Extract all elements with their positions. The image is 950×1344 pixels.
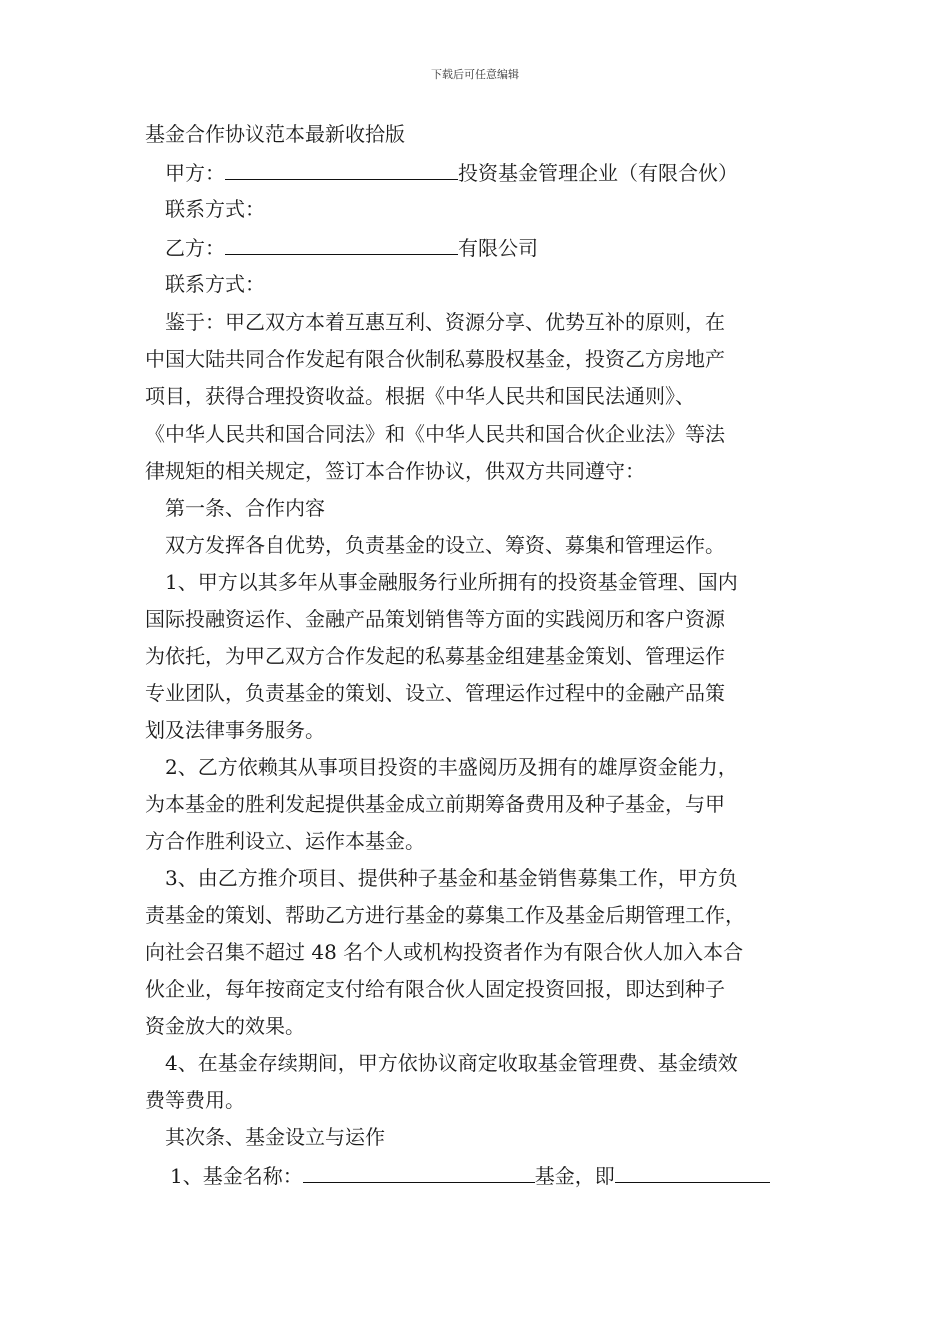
item1-line: 专业团队，负责基金的策划、设立、管理运作过程中的金融产品策 [145,681,725,705]
party-b-label: 乙方： [165,236,225,260]
item4-line: 4、在基金存续期间，甲方依协议商定收取基金管理费、基金绩效 [165,1051,738,1075]
contact-b: 联系方式： [165,272,265,296]
item3-line: 向社会召集不超过 48 名个人或机构投资者作为有限合伙人加入本合 [145,940,744,964]
item1-line: 为依托，为甲乙双方合作发起的私募基金组建基金策划、管理运作 [145,644,725,668]
item1-line: 国际投融资运作、金融产品策划销售等方面的实践阅历和客户资源 [145,607,725,631]
item3-line: 3、由乙方推介项目、提供种子基金和基金销售募集工作，甲方负 [165,866,738,890]
fund-alias-blank [615,1162,770,1183]
whereas-line: 《中华人民共和国合同法》和《中华人民共和国合伙企业法》等法 [145,422,725,446]
party-a-suffix: 投资基金管理企业（有限合伙） [458,161,738,185]
fund-name-label: 1、基金名称： [170,1164,303,1188]
article1-title: 第一条、合作内容 [165,496,325,520]
party-a-label: 甲方： [165,161,225,185]
party-b-line [165,234,538,260]
item2-line: 方合作胜利设立、运作本基金。 [145,829,425,853]
whereas-line: 律规矩的相关规定，签订本合作协议，供双方共同遵守： [145,459,645,483]
item3-line: 资金放大的效果。 [145,1014,305,1038]
whereas-line: 鉴于：甲乙双方本着互惠互利、资源分享、优势互补的原则，在 [165,310,725,334]
item1-line: 划及法律事务服务。 [145,718,325,742]
party-a-line [165,159,738,185]
fund-name-mid: 基金，即 [534,1164,615,1188]
contact-a: 联系方式： [165,197,265,221]
article1-intro: 双方发挥各自优势，负责基金的设立、筹资、募集和管理运作。 [165,533,725,557]
article2-title: 其次条、基金设立与运作 [165,1125,385,1149]
page-header: 下载后可任意编辑 [431,68,519,81]
party-b-suffix: 有限公司 [458,236,538,260]
item2-line: 为本基金的胜利发起提供基金成立前期筹备费用及种子基金，与甲 [145,792,725,816]
item1-line: 1、甲方以其多年从事金融服务行业所拥有的投资基金管理、国内 [165,570,738,594]
whereas-line: 项目，获得合理投资收益。根据《中华人民共和国民法通则》、 [145,384,695,408]
whereas-line: 中国大陆共同合作发起有限合伙制私募股权基金，投资乙方房地产 [145,347,725,371]
item4-line: 费等费用。 [145,1088,245,1112]
item3-line: 伙企业，每年按商定支付给有限合伙人固定投资回报，即达到种子 [145,977,725,1001]
document-title: 基金合作协议范本最新收拾版 [145,122,405,146]
item3-line: 责基金的策划、帮助乙方进行基金的募集工作及基金后期管理工作， [145,903,745,927]
party-a-blank [225,159,458,180]
fund-name-blank [303,1162,535,1183]
fund-name-line [170,1162,770,1188]
item2-line: 2、乙方依赖其从事项目投资的丰盛阅历及拥有的雄厚资金能力， [165,755,738,779]
party-b-blank [225,234,458,255]
